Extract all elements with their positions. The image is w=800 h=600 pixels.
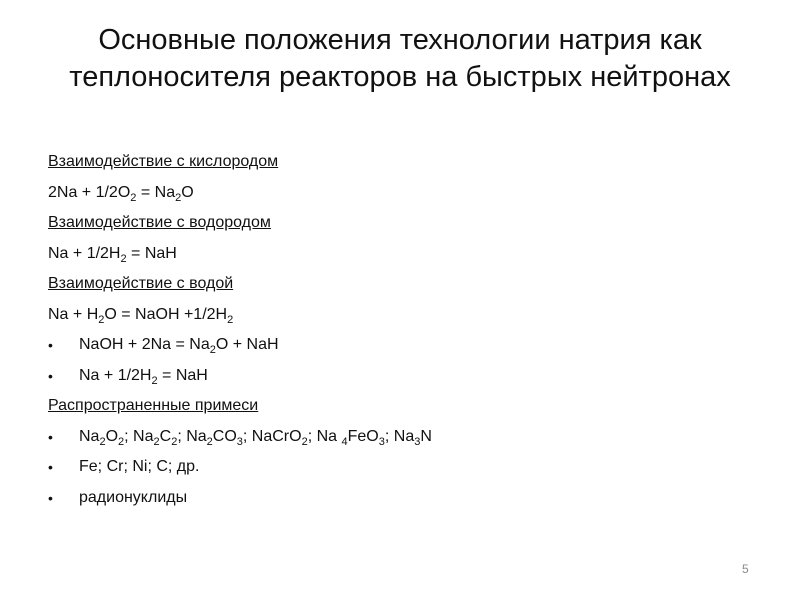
- heading-water: Взаимодействие с водой: [48, 275, 234, 292]
- equation-oxygen: $2Na + 1/2O_2 = Na_2O$: [48, 183, 194, 204]
- water-bullet-1: • NaOH + $2Na = Na_2O$ + NaH: [48, 330, 768, 361]
- bullet-dot: •: [48, 459, 53, 475]
- bullet-dot: •: [48, 367, 53, 384]
- heading-impurities: Распространенные примеси: [48, 397, 259, 414]
- impurities-bullet-2: • Fe; Cr; Ni; C; др.: [48, 452, 768, 483]
- impurities-bullet-3: • радионуклиды: [48, 483, 768, 514]
- bullet-dot: •: [48, 489, 53, 506]
- heading-hydrogen: Взаимодействие с водородом: [48, 214, 271, 231]
- impurities-bullet-1: • $Na_2O_2$; $Na_2C_2$; $Na_2CO_3$; NaCrO$_2$; Na $_4$FeO$_3$; $Na_3N$: [48, 422, 768, 453]
- equation-water: $Na + H_2O$ = NaOH $+1/2H_2$: [48, 305, 234, 326]
- page-number: 5: [742, 562, 749, 576]
- slide-body: [48, 147, 768, 513]
- heading-oxygen: Взаимодействие с кислородом: [48, 153, 279, 170]
- bullet-dot: •: [48, 337, 53, 353]
- bullet-dot: •: [48, 428, 53, 445]
- equation-hydrogen: $Na + 1/2H_2$ = NaH: [48, 244, 177, 265]
- water-bullet-2: • $Na + 1/2H_2$ = NaH: [48, 361, 768, 392]
- slide-title: [0, 22, 800, 96]
- title-line-1: Основные положения технологии натрия как: [98, 24, 702, 56]
- title-line-2: теплоносителя реакторов на быстрых нейтронах: [69, 61, 731, 93]
